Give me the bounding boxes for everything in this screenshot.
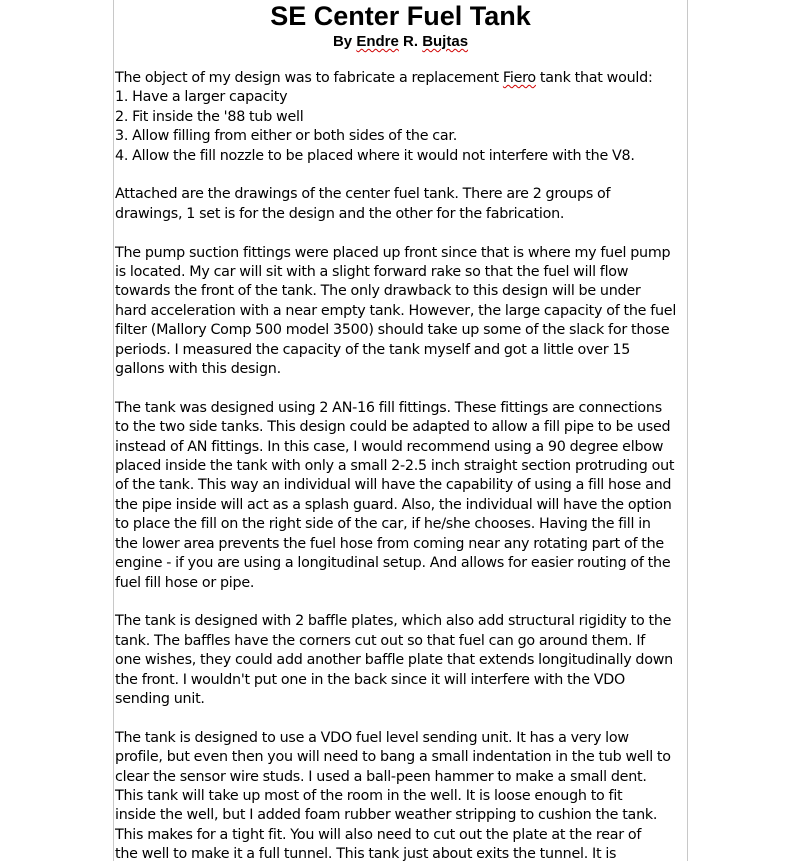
document-byline	[114, 32, 687, 52]
text-line: 3. Allow filling from either or both sides of the car.	[115, 128, 458, 145]
author-middle-initial: R.	[403, 33, 419, 50]
author-last-name: Bujtas	[422, 33, 469, 50]
text-line: The pump suction fittings were placed up front since that is where my fuel pump	[115, 244, 671, 261]
paragraph-drawings	[115, 185, 688, 224]
text-line: placed inside the tank with only a small 2-2.5 inch straight section protruding out	[115, 458, 675, 475]
text-line: 4. Allow the fill nozzle to be placed where it would not interfere with the V8.	[115, 147, 635, 164]
text-line: profile, but even then you will need to bang a small indentation in the tub well to	[115, 749, 671, 766]
text-line: The tank is designed with 2 baffle plates, which also add structural rigidity to the	[115, 613, 672, 630]
text-line: fuel fill hose or pipe.	[115, 574, 255, 591]
text-fragment: tank that would:	[535, 70, 653, 86]
text-line: to the two side tanks. This design could be adapted to allow a fill pipe to be used	[115, 419, 671, 436]
text-line: filter (Mallory Comp 500 model 3500) should take up some of the slack for those	[115, 322, 670, 339]
paragraph-baffle-plates	[115, 612, 688, 709]
document-title: SE Center Fuel Tank	[270, 1, 531, 31]
paragraph-sending-unit	[115, 729, 688, 861]
text-line: tank. The baffles have the corners cut out so that fuel can go around them. If	[115, 632, 646, 649]
text-line: to place the fill on the right side of the car, if he/she chooses. Having the fill in	[115, 516, 651, 533]
text-line	[115, 69, 688, 88]
document-body	[115, 69, 688, 861]
spellcheck-flagged-word: Fiero	[502, 70, 536, 86]
paragraph-fill-fittings	[115, 399, 688, 593]
author-first-name: Endre	[356, 33, 399, 50]
text-line: Attached are the drawings of the center fuel tank. There are 2 groups of	[115, 186, 611, 203]
text-line: sending unit.	[115, 690, 205, 707]
text-line: This makes for a tight fit. You will also need to cut out the plate at the rear of	[115, 826, 642, 843]
text-line: of the tank. This way an individual will have the capability of using a fill hose and	[115, 477, 672, 494]
text-line: 1. Have a larger capacity	[115, 89, 288, 106]
paragraph-objectives	[115, 69, 688, 166]
text-line: the lower area prevents the fuel hose from coming near any rotating part of the	[115, 535, 664, 552]
text-line: The tank was designed using 2 AN-16 fill fittings. These fittings are connections	[115, 399, 662, 416]
text-line: the front. I wouldn't put one in the back since it will interfere with the VDO	[115, 671, 626, 688]
text-line: is located. My car will sit with a slight forward rake so that the fuel will flow	[115, 264, 629, 281]
byline-prefix: By	[332, 33, 353, 50]
document-page[interactable]	[113, 0, 688, 861]
text-line: gallons with this design.	[115, 361, 281, 378]
text-line: drawings, 1 set is for the design and the other for the fabrication.	[115, 205, 565, 222]
text-line: hard acceleration with a near empty tank. However, the large capacity of the fuel	[115, 302, 677, 319]
text-fragment: The object of my design was to fabricate a replacement	[115, 70, 503, 86]
text-line: inside the well, but I added foam rubber weather stripping to cushion the tank.	[115, 807, 658, 824]
text-line: the well to make it a full tunnel. This tank just about exits the tunnel. It is	[115, 846, 617, 861]
text-line: 2. Fit inside the '88 tub well	[115, 108, 304, 125]
paragraph-pump-suction	[115, 244, 688, 380]
text-line: the pipe inside will act as a splash guard. Also, the individual will have the option	[115, 496, 672, 513]
text-line: engine - if you are using a longitudinal setup. And allows for easier routing of the	[115, 555, 671, 572]
text-line: This tank will take up most of the room in the well. It is loose enough to fit	[115, 787, 623, 804]
text-line: instead of AN fittings. In this case, I would recommend using a 90 degree elbow	[115, 438, 664, 455]
text-line: clear the sensor wire studs. I used a ball-peen hammer to make a small dent.	[115, 768, 647, 785]
text-line: towards the front of the tank. The only drawback to this design will be under	[115, 283, 641, 300]
text-line: periods. I measured the capacity of the tank myself and got a little over 15	[115, 341, 631, 358]
text-line: one wishes, they could add another baffle plate that extends longitudinally down	[115, 652, 673, 669]
text-line: The tank is designed to use a VDO fuel level sending unit. It has a very low	[115, 729, 629, 746]
